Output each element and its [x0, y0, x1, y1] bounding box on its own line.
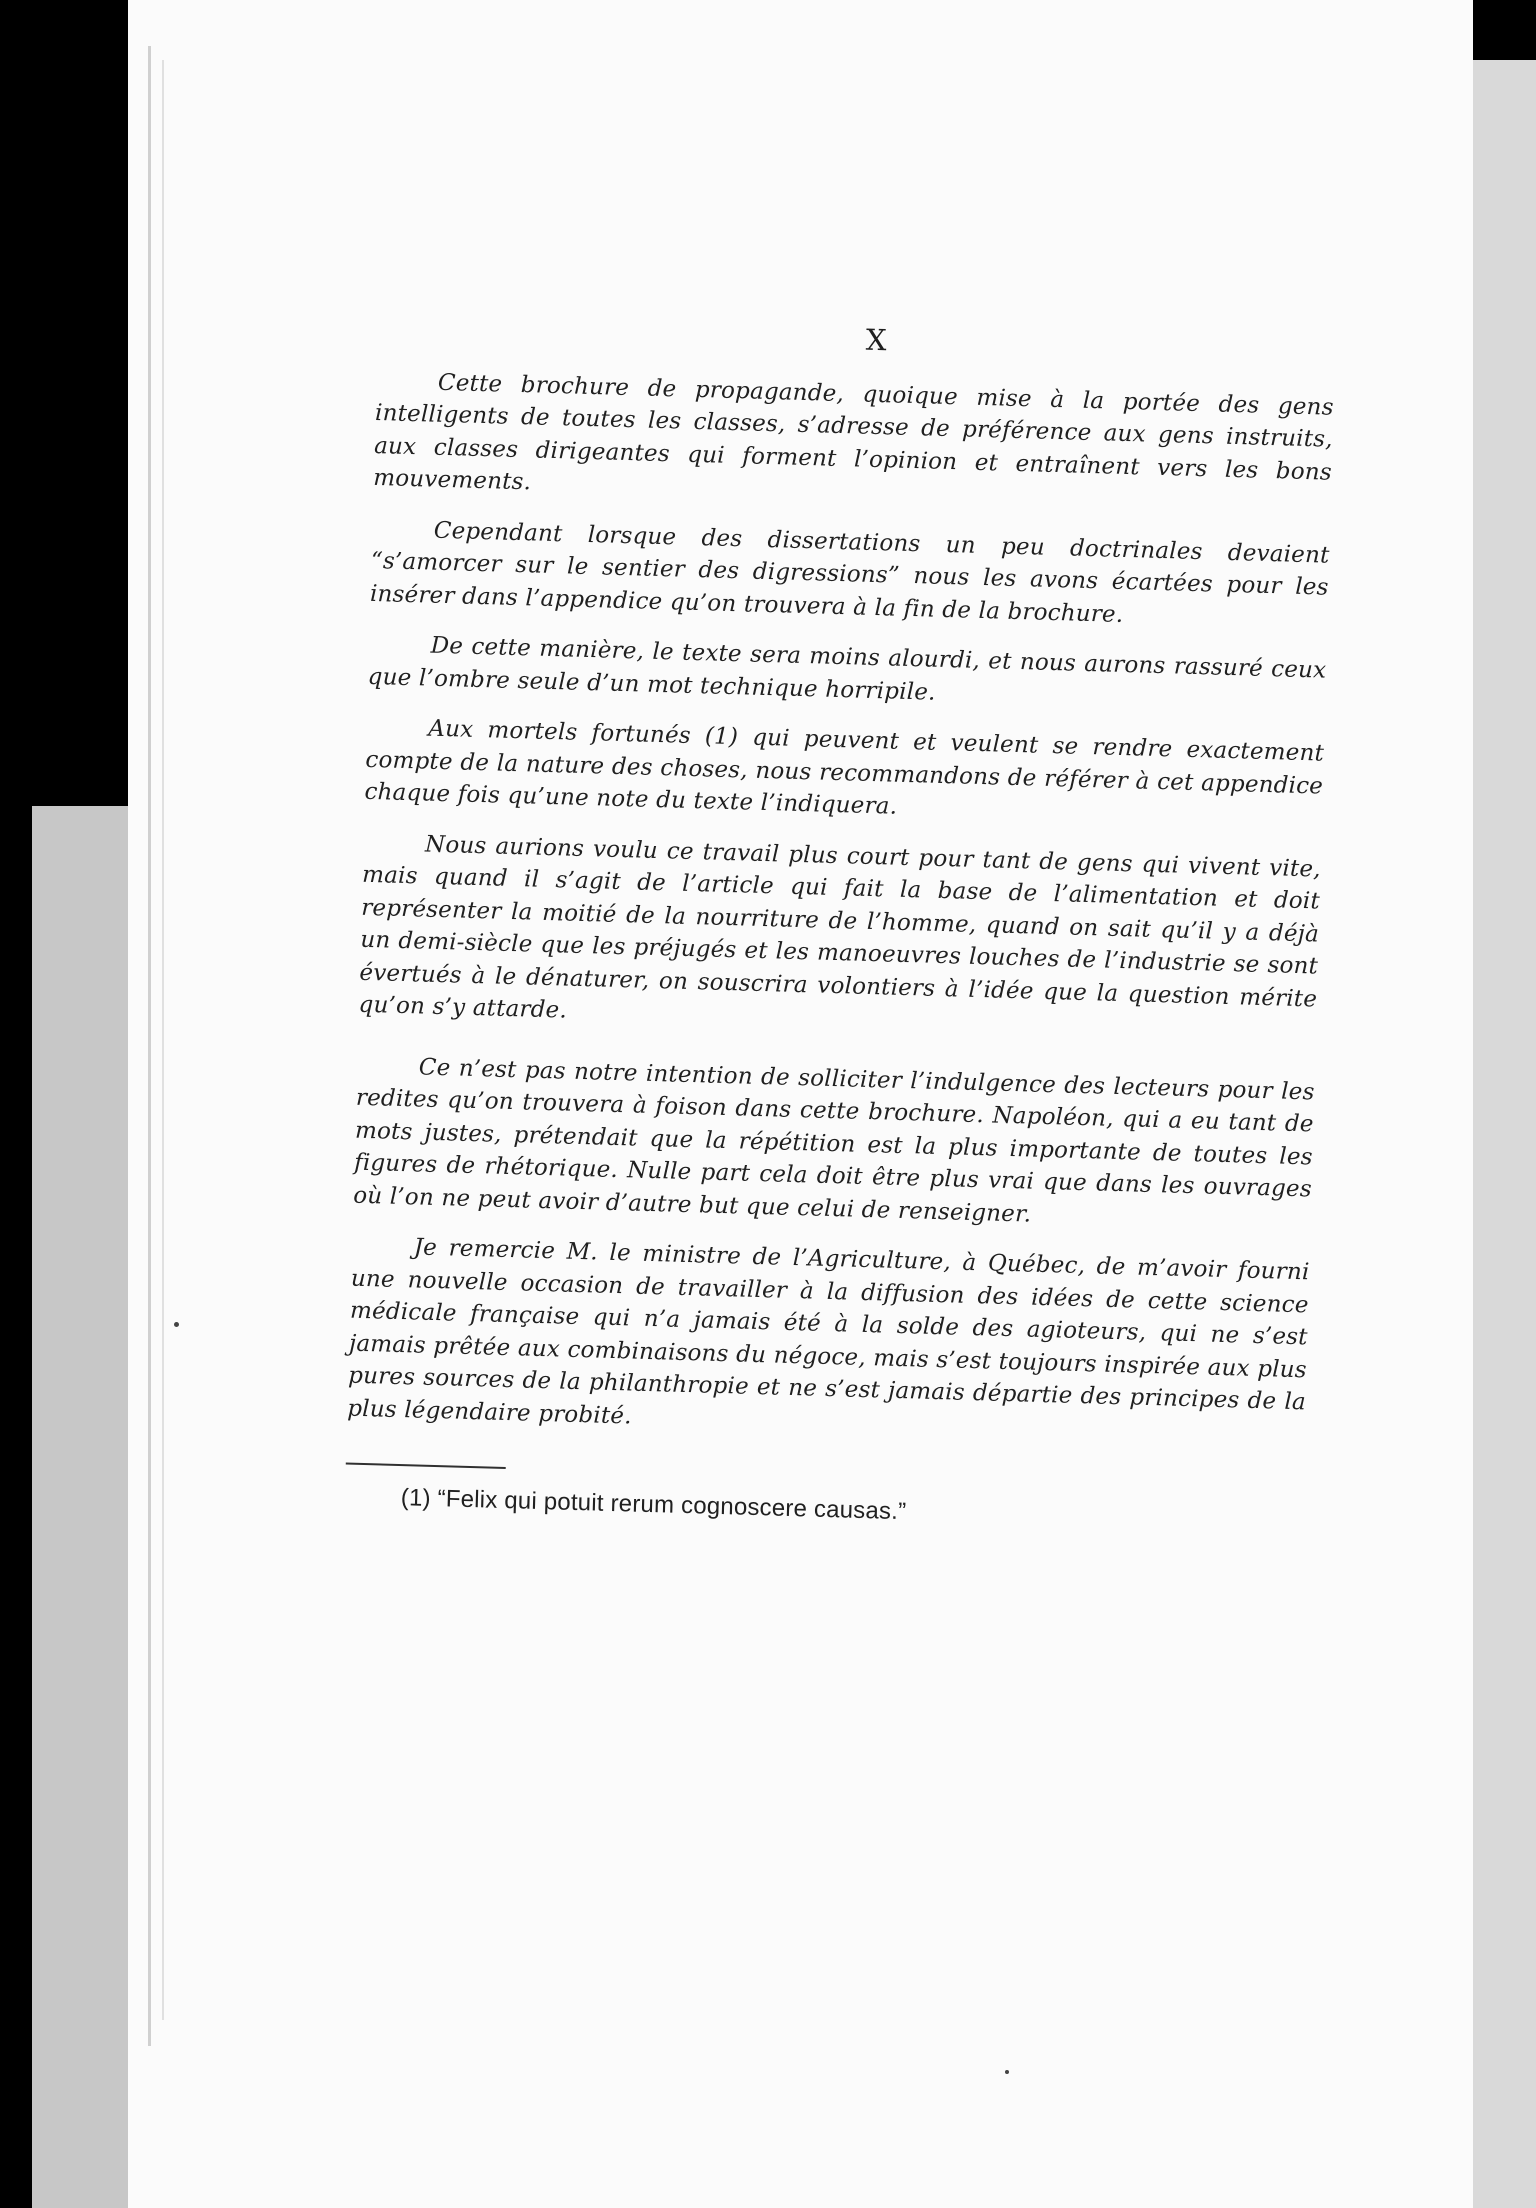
paragraph-4: Aux mortels fortunés (1) qui peuvent et veulent se rendre exactement compte de la nature des choses, nous recommandons de référer à cet appendice chaque fois qu’une note du texte l’indiquera.	[364, 715, 1325, 820]
paragraph-3: De cette manière, le texte sera moins alourdi, et nous aurons rassuré ceux que l’ombre seule d’un mot technique horripile.	[367, 632, 1327, 706]
paragraph-7: Je remercie M. le ministre de l’Agriculture, à Québec, de m’avoir fourni une nouvelle occasion de travailler à la diffusion des idées de cette science médicale française qui n’a jamais été à la solde des agioteurs, qui ne s’est jamais prêtée aux combinaisons du négoce, mais s’est toujours inspirée aux plus pures sources de la philanthropie et ne s’est jamais départie des principes de la plus légendaire probité.	[346, 1234, 1310, 1430]
paragraph-2: Cependant lorsque des dissertations un peu doctrinales devaient “s’amorcer sur le sentier des digressions” nous les avons écartées pour les insérer dans l’appendice qu’on trouvera à la fin de la brochure.	[369, 517, 1330, 628]
page-edge-line	[148, 46, 151, 2046]
page-content	[344, 310, 1335, 1540]
page-edge-line	[162, 60, 164, 2020]
footnote: (1) “Felix qui potuit rerum cognoscere causas.”	[400, 1484, 907, 1526]
ink-speck	[1005, 2070, 1009, 2074]
paragraph-6: Ce n’est pas notre intention de solliciter l’indulgence des lecteurs pour les redites qu’on trouvera à foison dans cette brochure. Napoléon, qui a eu tant de mots justes, prétendait que la répétition est la plus importante de toutes les figures de rhétorique. Nulle part cela doit être plus vrai que dans les ouvrages où l’on ne peut avoir d’autre but que celui de renseigner.	[352, 1053, 1315, 1228]
ink-speck	[174, 1322, 179, 1327]
page-number: X	[865, 322, 888, 358]
paragraph-1: Cette brochure de propagande, quoique mise à la portée des gens intelligents de toutes les classes, s’adresse de préférence aux gens instruits, aux classes dirigeantes qui forment l’opinion et entraînent vers les bons mouvements.	[372, 369, 1335, 496]
paragraph-5: Nous aurions voulu ce travail plus court pour tant de gens qui vivent vite, mais quand il s’agit de l’article qui fait la base de l’alimentation et doit représenter la moitié de la nourriture de l’homme, quand on sait qu’il y a déjà un demi-siècle que les préjugés et les manoeuvres louches de l’industrie se sont évertués à le dénaturer, on souscrira volontiers à l’idée que la question mérite qu’on s’y attarde.	[358, 831, 1322, 1024]
left-page-flap	[32, 806, 128, 2208]
footnote-divider	[346, 1463, 506, 1469]
